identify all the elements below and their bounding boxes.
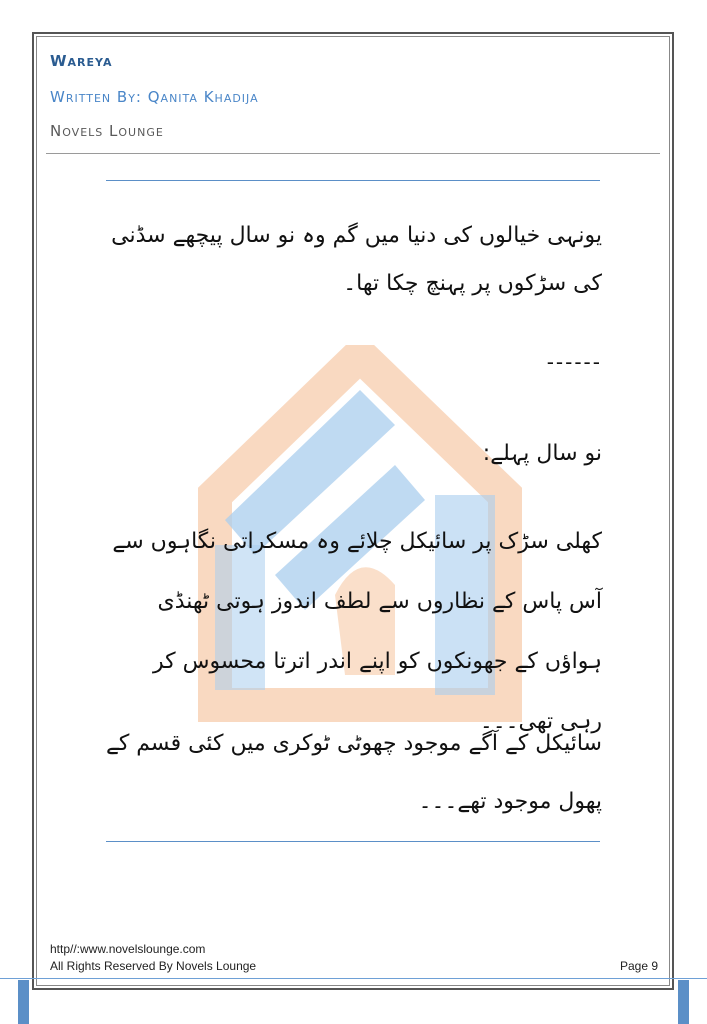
page-footer bbox=[50, 942, 256, 976]
footer-url[interactable]: http//:www.novelslounge.com bbox=[50, 942, 206, 956]
story-paragraph: سائیکل کے آگے موجود چھوٹی ٹوکری میں کئی قسم کے پھول موجود تھے۔۔۔ bbox=[105, 731, 602, 814]
story-heading-flashback: نو سال پہلے: bbox=[482, 441, 602, 466]
story-paragraph: کھلی سڑک پر سائیکل چلائے وہ مسکراتی نگاہوں سے آس پاس کے نظاروں سے لطف اندوز ہوتی ٹھنڈی ہواؤں کے جھونکوں کو اپنے اندر اترتا محسوس کر رہی تھی۔۔۔ bbox=[112, 529, 602, 734]
page-number: Page 9 bbox=[620, 959, 659, 973]
author-line: Written By: Qanita Khadija bbox=[50, 88, 259, 106]
left-bar bbox=[18, 980, 29, 1024]
document-header bbox=[50, 52, 259, 144]
bottom-decoration bbox=[0, 978, 707, 1024]
story-top-rule bbox=[106, 180, 600, 181]
header-divider bbox=[46, 153, 660, 154]
publisher-line: Novels Lounge bbox=[50, 122, 164, 140]
footer-rights: All Rights Reserved By Novels Lounge bbox=[50, 959, 257, 973]
novel-title: Wareya bbox=[50, 52, 113, 70]
scene-separator: ------ bbox=[546, 350, 602, 374]
bottom-rule bbox=[0, 978, 707, 979]
story-paragraph: یونہی خیالوں کی دنیا میں گم وہ نو سال پیچھے سڈنی کی سڑکوں پر پہنچ چکا تھا۔ bbox=[111, 223, 602, 296]
right-bar bbox=[678, 980, 689, 1024]
story-bottom-rule bbox=[106, 841, 600, 842]
